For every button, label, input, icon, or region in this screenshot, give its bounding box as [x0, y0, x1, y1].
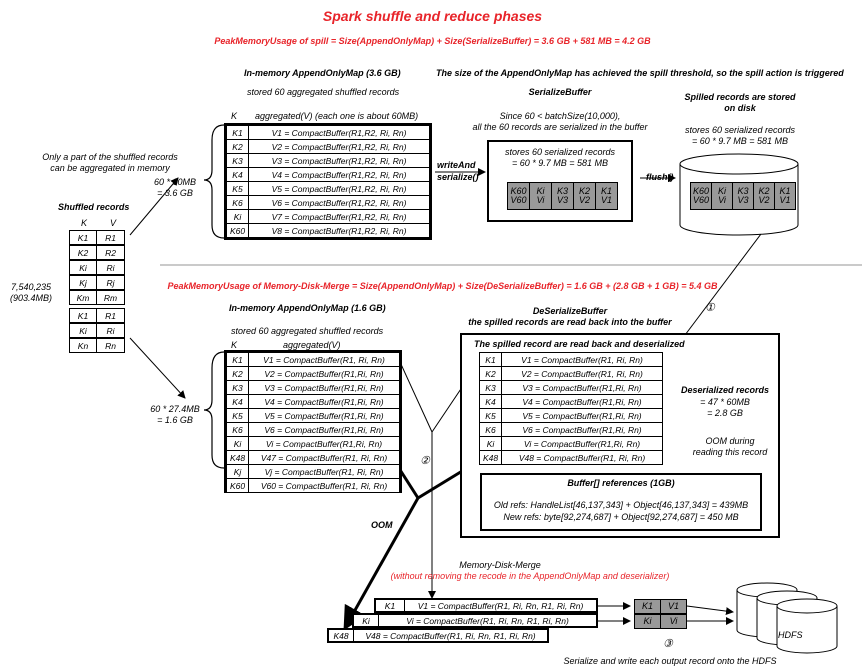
oom-read-1: OOM during	[705, 436, 755, 446]
disk-stores-1: stores 60 serialized records	[684, 125, 796, 135]
serialize-note-2: all the 60 records are serialized in the buffer	[472, 122, 648, 132]
table-row	[479, 352, 663, 367]
shuffled-count: 7,540,235	[10, 282, 52, 292]
record-value: Rm	[103, 292, 118, 303]
deser-title-1: DeSerializeBuffer	[532, 306, 608, 316]
table-row	[479, 366, 663, 381]
buffer-stores-2: = 60 * 9.7 MB = 581 MB	[511, 158, 609, 168]
disk-title-2: on disk	[724, 103, 756, 113]
row-key: K5	[227, 182, 249, 195]
bottom-col-k: K	[231, 340, 238, 350]
hdfs-cylinders	[737, 583, 837, 653]
serialized-record-cell	[753, 182, 775, 210]
row-value: V4 = CompactBuffer(R1,Ri, Rn)	[522, 396, 642, 407]
disk-stores-2: = 60 * 9.7 MB = 581 MB	[691, 136, 789, 146]
deser-title-2: the spilled records are read back into the buffer	[468, 317, 672, 327]
row-value: V5 = CompactBuffer(R1,R2, Ri, Rn)	[271, 183, 407, 194]
deser-records-2: = 47 * 60MB	[700, 397, 750, 407]
arrow-shuffled-to-bottom-map	[130, 338, 185, 398]
table-row	[226, 125, 430, 140]
row-key: K6	[480, 423, 502, 436]
row-key: K6	[227, 196, 249, 209]
table-row	[226, 422, 400, 437]
row-value: Vi = CompactBuffer(R1,Ri, Rn)	[523, 438, 641, 449]
row-key: K2	[480, 367, 502, 380]
peak-merge-formula: PeakMemoryUsage of Memory-Disk-Merge = Size(AppendOnlyMap) + Size(DeSerializeBuffer) = 1.6 GB + (2.8 GB + 1 GB) = 5.4 GB	[167, 281, 718, 291]
serialize-note-1: Since 60 < batchSize(10,000),	[499, 111, 621, 121]
serialized-record-cell	[732, 182, 754, 210]
step-2-marker: ②	[420, 455, 430, 467]
table-row	[479, 422, 663, 437]
serialized-record-cell	[774, 182, 796, 210]
table-row	[479, 394, 663, 409]
step-3-marker: ③	[663, 638, 673, 650]
top-size-note-2: = 3.6 GB	[157, 188, 193, 198]
bottom-col-v: aggregated(V)	[283, 340, 341, 350]
hdfs-label: HDFS	[778, 630, 803, 640]
cell-key: K3	[556, 185, 568, 196]
cell-key: K2	[578, 185, 590, 196]
line-map-to-merge-a	[400, 362, 432, 432]
row-value: Vj = CompactBuffer(R1, Ri, Rn)	[264, 466, 384, 477]
cell-key: Ki	[536, 185, 545, 196]
output-key-cell: Ki	[634, 614, 661, 629]
row-key: K5	[227, 409, 249, 422]
table-row	[374, 598, 598, 613]
row-key: K6	[227, 423, 249, 436]
step-1-marker: ①	[705, 302, 715, 314]
serialized-record-cell	[690, 182, 712, 210]
table-row	[226, 366, 400, 381]
row-key: K3	[227, 154, 249, 167]
record-key: Kn	[70, 339, 97, 352]
row-key: K4	[480, 395, 502, 408]
row-value: Vi = CompactBuffer(R1,Ri, Rn)	[265, 438, 383, 449]
row-key: Ki	[354, 615, 379, 626]
peak-spill-formula: PeakMemoryUsage of spill = Size(AppendOnlyMap) + Size(SerializeBuffer) = 3.6 GB + 581 MB = 4.2 GB	[214, 36, 651, 46]
cell-value: V2	[578, 195, 590, 205]
page-title: Spark shuffle and reduce phases	[322, 8, 543, 24]
top-map-subtitle: stored 60 aggregated shuffled records	[247, 87, 400, 97]
record-value: Rj	[106, 277, 115, 288]
table-row	[479, 450, 663, 465]
serialize-title: SerializeBuffer	[528, 87, 592, 97]
partial-note-1: Only a part of the shuffled records	[42, 152, 178, 162]
flush-label: flush()	[646, 172, 674, 182]
oom-read-2: reading this record	[692, 447, 768, 457]
shuffled-size: (903.4MB)	[9, 293, 53, 303]
hdfs-note: Serialize and write each output record onto the HDFS	[563, 656, 777, 666]
cell-key: K3	[737, 185, 749, 196]
table-row	[226, 209, 430, 224]
row-value: Vi = CompactBuffer(R1, Ri, Rn, R1, Ri, Rn)	[406, 615, 569, 626]
row-key: K2	[227, 140, 249, 153]
serialized-record-cell	[507, 182, 530, 210]
top-col-k: K	[231, 111, 238, 121]
cell-key: Ki	[717, 185, 726, 196]
deser-box-title: The spilled record are read back and deserialized	[474, 339, 685, 349]
row-key: K48	[480, 451, 502, 464]
cell-value: V3	[556, 195, 568, 205]
cell-value: V60	[510, 195, 527, 205]
row-key: Ki	[480, 437, 502, 450]
shuffled-col-k: K	[81, 218, 88, 228]
write-label-1: writeAnd	[437, 160, 476, 170]
bottom-size-note-1: 60 * 27.4MB	[150, 404, 200, 414]
row-value: V47 = CompactBuffer(R1, Ri, Rn)	[260, 452, 388, 463]
record-value: Ri	[106, 262, 115, 273]
list-item	[69, 338, 125, 353]
row-key: K2	[227, 367, 249, 380]
row-key: K60	[227, 479, 249, 492]
row-value: V48 = CompactBuffer(R1, Ri, Rn, R1, Ri, Rn)	[365, 630, 536, 641]
table-row	[226, 352, 400, 367]
bottom-size-note-2: = 1.6 GB	[157, 415, 193, 425]
row-key: K48	[329, 630, 354, 641]
row-key: K1	[227, 353, 249, 366]
table-row	[226, 167, 430, 182]
record-key: Ki	[70, 324, 97, 337]
record-key: Ki	[70, 261, 97, 274]
row-key: Ki	[227, 437, 249, 450]
serialized-record-cell	[529, 182, 552, 210]
partial-note-2: can be aggregated in memory	[50, 163, 170, 173]
record-value: R2	[105, 247, 116, 258]
row-value: V8 = CompactBuffer(R1,R2, Ri, Rn)	[271, 225, 407, 236]
old-refs: Old refs: HandleList[46,137,343] + Object[46,137,343] = 439MB	[493, 500, 749, 510]
top-map-brace	[204, 125, 224, 238]
buffer-stores-1: stores 60 serialized records	[504, 147, 616, 157]
table-row	[226, 139, 430, 154]
record-key: K1	[70, 231, 97, 244]
table-row	[226, 394, 400, 409]
table-row	[226, 380, 400, 395]
record-value: Ri	[106, 325, 115, 336]
record-value: Rn	[105, 340, 116, 351]
row-key: K1	[376, 600, 405, 611]
row-value: V60 = CompactBuffer(R1, Ri, Rn)	[260, 480, 388, 491]
list-item	[69, 275, 125, 290]
bottom-map-subtitle: stored 60 aggregated shuffled records	[231, 326, 384, 336]
row-value: V6 = CompactBuffer(R1,Ri, Rn)	[522, 424, 642, 435]
row-key: K4	[227, 168, 249, 181]
output-value-cell: Vi	[660, 614, 687, 629]
record-key: K2	[70, 246, 97, 259]
table-row	[479, 408, 663, 423]
cell-key: K1	[600, 185, 612, 196]
list-item	[69, 308, 125, 323]
cell-value: V1	[779, 195, 791, 205]
table-row	[226, 223, 430, 238]
record-value: R1	[105, 232, 116, 243]
row-value: V2 = CompactBuffer(R1,R2, Ri, Rn)	[271, 141, 407, 152]
serialized-record-cell	[595, 182, 618, 210]
cell-key: K2	[758, 185, 770, 196]
row-value: V7 = CompactBuffer(R1,R2, Ri, Rn)	[271, 211, 407, 222]
serialized-record-cell	[711, 182, 733, 210]
shuffled-col-v: V	[110, 218, 117, 228]
table-row	[327, 628, 549, 643]
table-row	[226, 181, 430, 196]
cell-value: Vi	[718, 195, 726, 205]
table-row	[226, 408, 400, 423]
cell-key: K60	[510, 185, 527, 196]
row-value: V3 = CompactBuffer(R1,Ri, Rn)	[522, 382, 642, 393]
record-key: Km	[70, 291, 97, 304]
row-value: V4 = CompactBuffer(R1,Ri, Rn)	[264, 396, 384, 407]
list-item	[69, 290, 125, 305]
row-key: K4	[227, 395, 249, 408]
list-item	[69, 245, 125, 260]
list-item	[69, 230, 125, 245]
row-value: V3 = CompactBuffer(R1,R2, Ri, Rn)	[271, 155, 407, 166]
record-key: K1	[70, 309, 97, 322]
row-key: K3	[227, 381, 249, 394]
record-key: Kj	[70, 276, 97, 289]
table-row	[226, 436, 400, 451]
output-value-cell: V1	[660, 599, 687, 614]
table-row	[226, 153, 430, 168]
row-value: V4 = CompactBuffer(R1,R2, Ri, Rn)	[271, 169, 407, 180]
deser-records-3: = 2.8 GB	[707, 408, 743, 418]
table-row	[352, 613, 598, 628]
table-row	[226, 195, 430, 210]
disk-title-1: Spilled records are stored	[684, 92, 796, 102]
row-value: V1 = CompactBuffer(R1, Ri, Rn)	[263, 354, 385, 365]
buffer-refs-title: Buffer[] references (1GB)	[567, 478, 675, 488]
oom-label: OOM	[371, 520, 393, 530]
top-map-title: In-memory AppendOnlyMap (3.6 GB)	[244, 68, 401, 78]
cell-key: K60	[692, 185, 709, 196]
cell-value: V3	[737, 195, 749, 205]
row-key: K3	[480, 381, 502, 394]
row-key: Ki	[227, 210, 249, 223]
row-key: K1	[227, 126, 249, 139]
cell-value: V1	[600, 195, 612, 205]
row-value: V1 = CompactBuffer(R1,R2, Ri, Rn)	[271, 127, 407, 138]
cell-value: Vi	[536, 195, 545, 205]
bottom-map-title: In-memory AppendOnlyMap (1.6 GB)	[229, 303, 386, 313]
table-row	[226, 464, 400, 479]
row-value: V2 = CompactBuffer(R1,Ri, Rn)	[264, 368, 384, 379]
table-row	[479, 380, 663, 395]
top-size-note-1: 60 * 60MB	[153, 177, 197, 187]
serialized-record-cell	[573, 182, 596, 210]
cell-key: K1	[779, 185, 791, 196]
top-col-v: aggregated(V) (each one is about 60MB)	[255, 111, 419, 121]
row-value: V6 = CompactBuffer(R1,R2, Ri, Rn)	[271, 197, 407, 208]
cell-value: V60	[692, 195, 709, 205]
spill-threshold-note: The size of the AppendOnlyMap has achieved the spill threshold, so the spill action is triggered	[436, 68, 844, 78]
row-key: K5	[480, 409, 502, 422]
row-value: V1 = CompactBuffer(R1, Ri, Rn)	[521, 354, 643, 365]
merge-title: Memory-Disk-Merge	[459, 560, 541, 570]
list-item	[69, 260, 125, 275]
row-value: V2 = CompactBuffer(R1, Ri, Rn)	[521, 368, 643, 379]
row-key: Kj	[227, 465, 249, 478]
record-value: R1	[105, 310, 116, 321]
shuffled-title: Shuffled records	[58, 202, 130, 212]
merge-subtitle: (without removing the recode in the AppendOnlyMap and deserializer)	[390, 571, 670, 581]
serialized-record-cell	[551, 182, 574, 210]
row-value: V3 = CompactBuffer(R1,Ri, Rn)	[264, 382, 384, 393]
row-value: V6 = CompactBuffer(R1,Ri, Rn)	[264, 424, 384, 435]
table-row	[479, 436, 663, 451]
new-refs: New refs: byte[92,274,687] + Object[92,274,687] = 450 MB	[503, 512, 739, 522]
row-key: K1	[480, 353, 502, 366]
row-value: V5 = CompactBuffer(R1,Ri, Rn)	[522, 410, 642, 421]
row-key: K60	[227, 224, 249, 237]
row-value: V1 = CompactBuffer(R1, Ri, Rn, R1, Ri, Rn)	[417, 600, 584, 611]
cell-value: V2	[758, 195, 770, 205]
output-key-cell: K1	[634, 599, 661, 614]
list-item	[69, 323, 125, 338]
row-value: V48 = CompactBuffer(R1, Ri, Rn)	[518, 452, 646, 463]
row-key: K48	[227, 451, 249, 464]
table-row	[226, 478, 400, 493]
deser-records-1: Deserialized records	[680, 385, 770, 395]
write-label-2: serialize()	[437, 172, 479, 182]
arrow-out-to-hdfs-1	[687, 606, 733, 612]
table-row	[226, 450, 400, 465]
row-value: V5 = CompactBuffer(R1,Ri, Rn)	[264, 410, 384, 421]
